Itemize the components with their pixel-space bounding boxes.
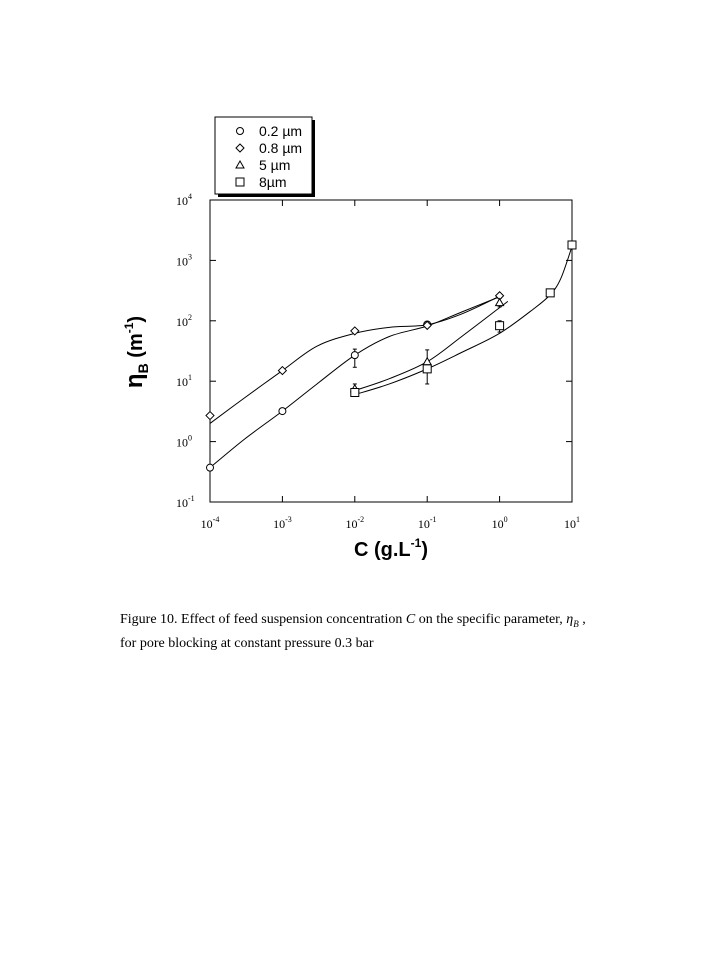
point-square (568, 241, 576, 249)
point-triangle (496, 299, 504, 306)
y-tick-label: $10^3$ (176, 252, 192, 269)
plot-frame (210, 200, 572, 502)
x-tick-label: $10^1$ (564, 515, 580, 531)
legend-label-square: 8µm (259, 174, 287, 190)
point-square (351, 389, 359, 397)
y-tick-label: $10^1$ (176, 373, 192, 390)
point-circle (351, 352, 358, 359)
x-tick-label: $10^{-2}$ (345, 515, 365, 531)
y-tick-label: $10^4$ (176, 192, 192, 208)
legend-marker-circle (237, 128, 244, 135)
x-tick-label: $10^{-1}$ (417, 515, 437, 531)
curve-square (355, 246, 572, 394)
point-diamond (278, 367, 286, 375)
curve-triangle (355, 301, 508, 390)
legend-marker-square (236, 178, 244, 186)
y-tick-label: $10^2$ (176, 312, 192, 329)
point-circle (207, 464, 214, 471)
y-axis-title: $\eta_B$ $(m^{-1})$ (121, 315, 151, 389)
point-diamond (206, 412, 214, 420)
point-circle (279, 408, 286, 415)
legend (215, 117, 315, 197)
x-tick-label: $10^0$ (491, 515, 508, 531)
legend-label-triangle: 5 µm (259, 157, 291, 173)
y-tick-label: $10^0$ (176, 433, 192, 450)
figure-caption: Figure 10. Effect of feed suspension concentration C on the specific parameter, $\eta_B$ , for pore blocking at constant pressure 0.3 bar (120, 612, 586, 651)
legend-label-circle: 0.2 µm (259, 123, 303, 139)
curve-circle (210, 297, 500, 468)
y-tick-label: $10^{-1}$ (176, 494, 195, 510)
point-triangle (423, 358, 431, 365)
point-square (496, 322, 504, 330)
x-axis-title: C $(g.L^{-1})$ (354, 536, 428, 561)
legend-label-diamond: 0.8 µm (259, 140, 303, 156)
x-tick-label: $10^{-3}$ (273, 515, 292, 531)
point-square (546, 289, 554, 297)
point-square (423, 365, 431, 373)
x-tick-label: $10^{-4}$ (200, 515, 220, 531)
